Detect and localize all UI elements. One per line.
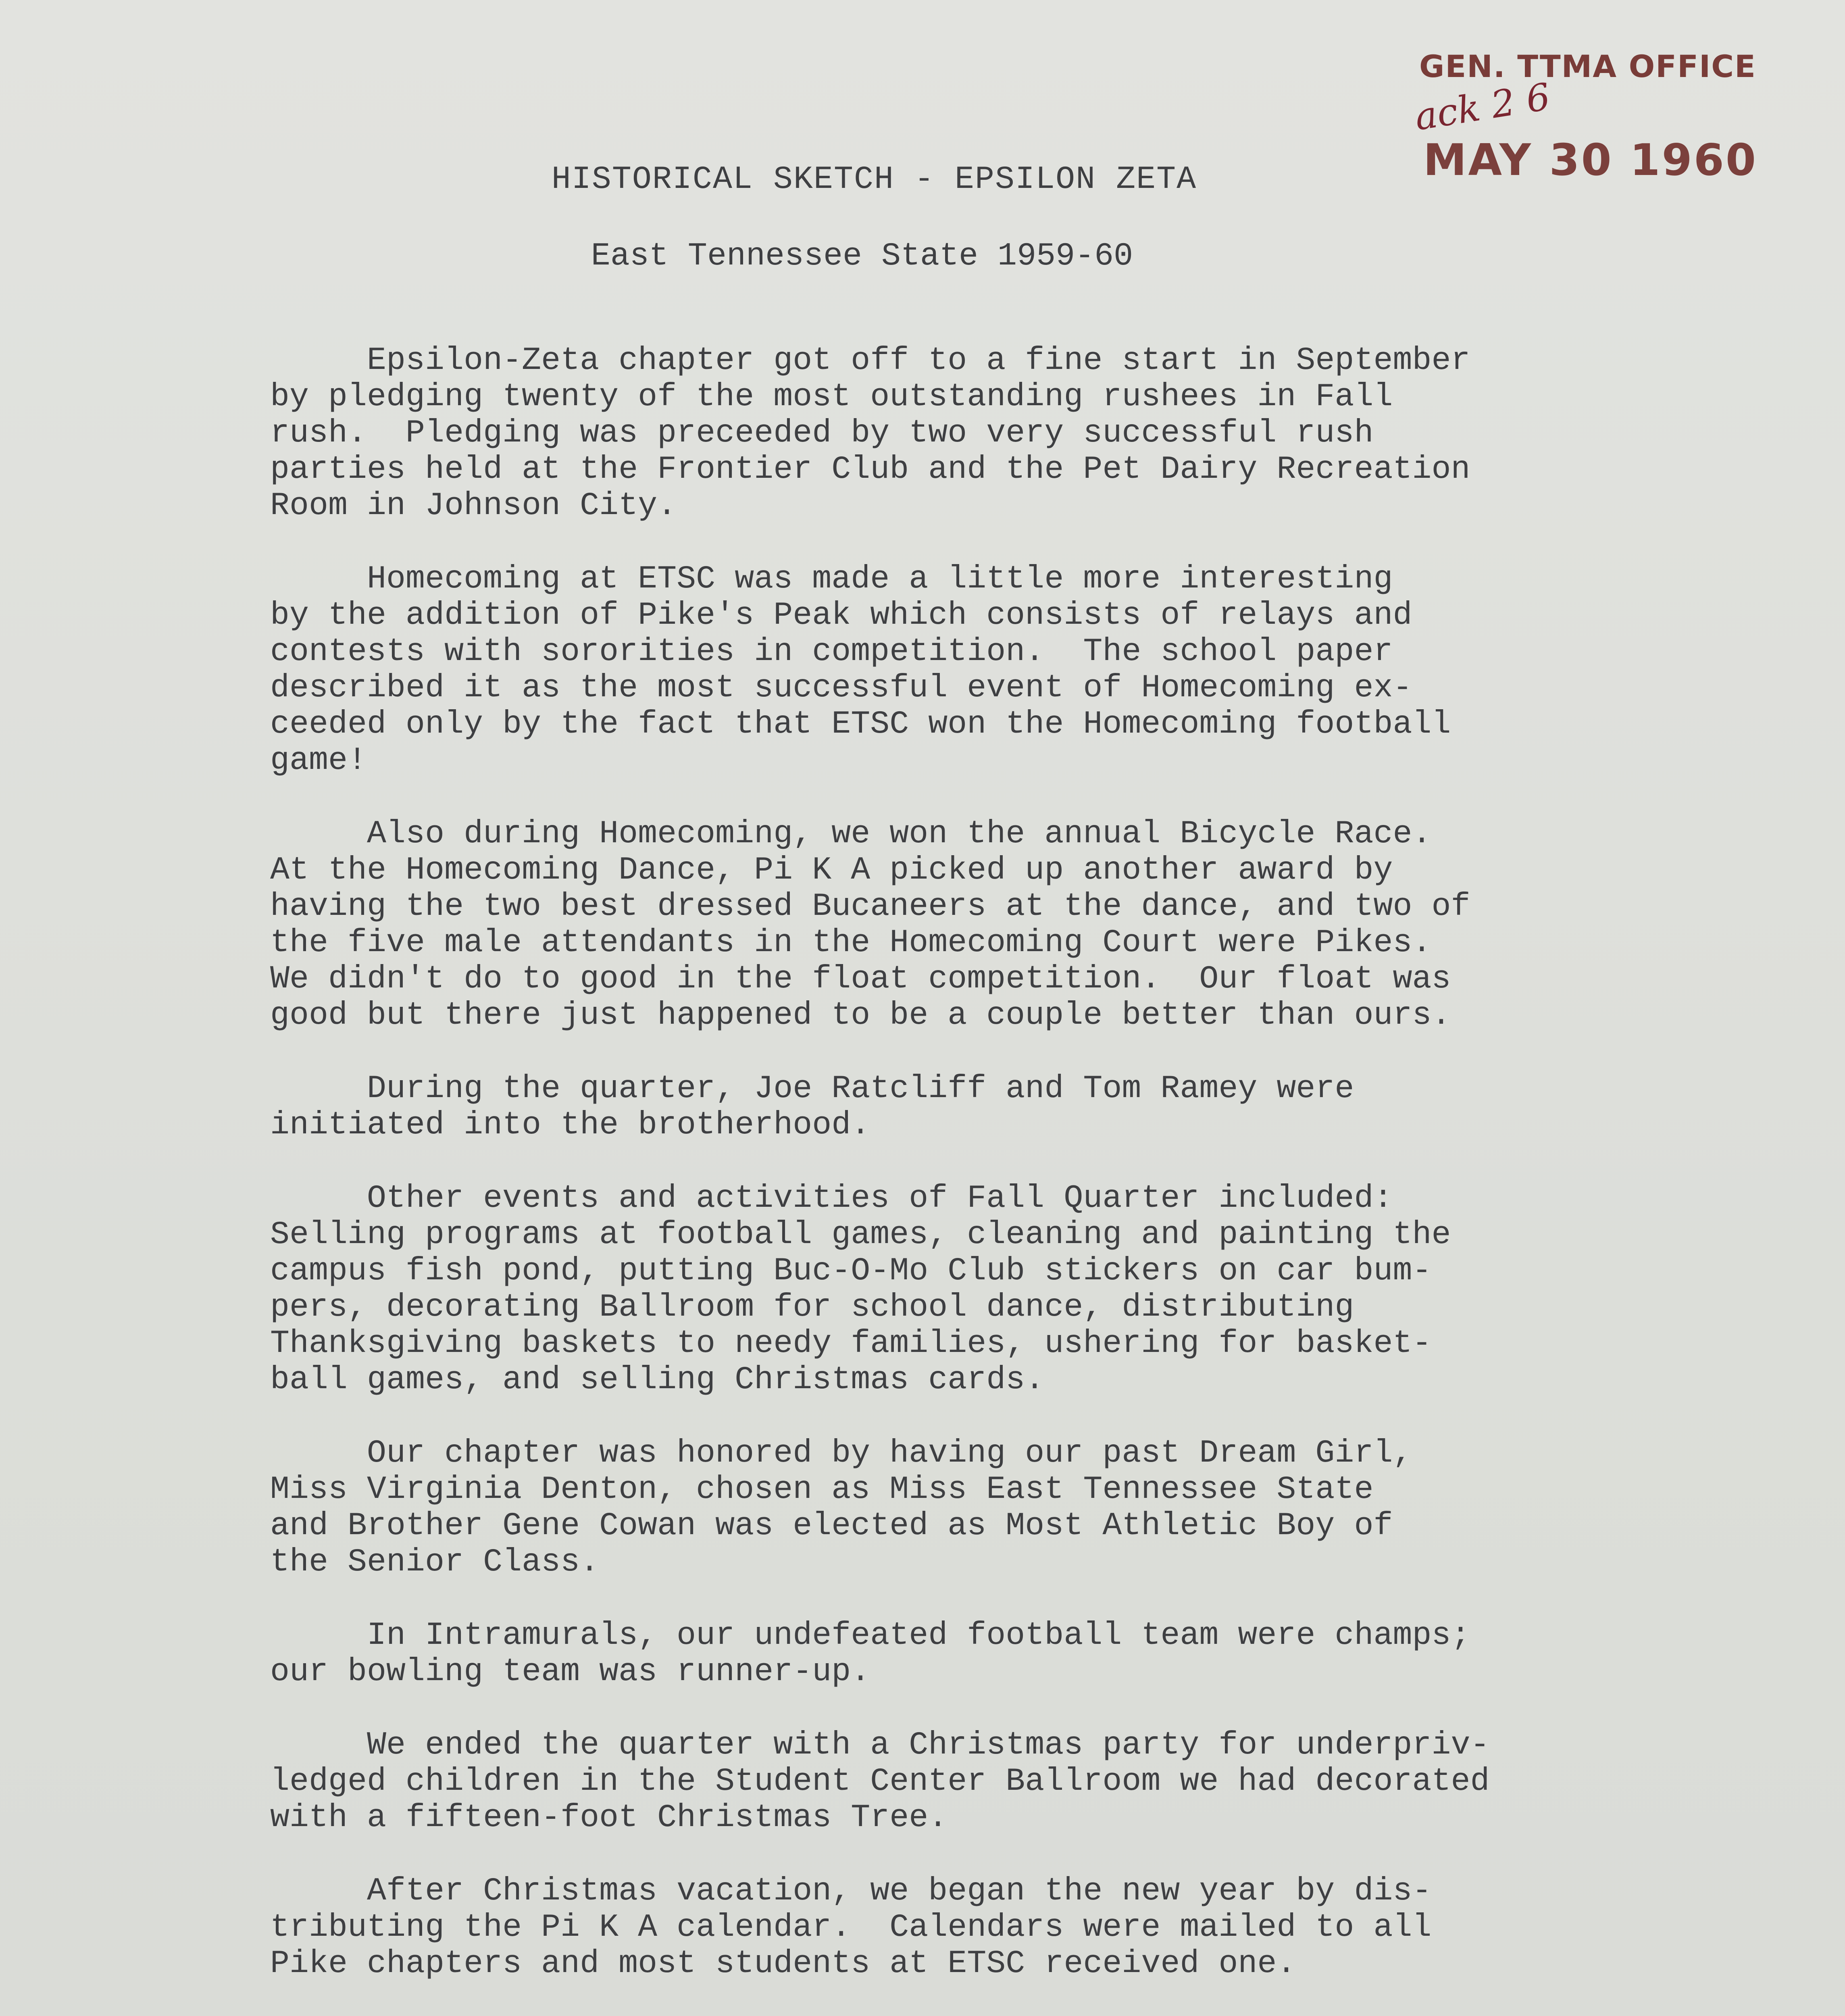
document-body	[270, 343, 1681, 2016]
paragraph-homecoming: Homecoming at ETSC was made a little more interesting by the addition of Pike's Peak which consists of relays and contests with sororities in competition. The school paper described it as the most successful event of Homecoming ex- ceeded only by the fact that ETSC won the Homecoming football game!	[270, 561, 1451, 779]
paragraph-fall-activities: Other events and activities of Fall Quarter included: Selling programs at football games, cleaning and painting the campus fish pond, putting Buc-O-Mo Club stickers on car bum- pers, decorating Ballroom for school dance, distributing Thanksgiving baskets to needy families, ushering for basket- ball games, and selling Christmas cards.	[270, 1180, 1451, 1398]
handwritten-note: ack 2 6	[1412, 75, 1553, 139]
paragraph-honors: Our chapter was honored by having our past Dream Girl, Miss Virginia Denton, chosen as Miss East Tennessee State and Brother Gene Cowan was elected as Most Athletic Boy of the Senior Class.	[270, 1435, 1412, 1581]
paragraph-initiation: During the quarter, Joe Ratcliff and Tom Ramey were initiated into the brotherhood.	[270, 1070, 1354, 1143]
stamp-date: MAY 30 1960	[1423, 135, 1758, 185]
paragraph-homecoming-dance: Also during Homecoming, we won the annual Bicycle Race. At the Homecoming Dance, Pi K A picked up another award by having the two best dressed Bucaneers at the dance, and two of the five male attendants in the Homecoming Court were Pikes. We didn't do to good in the float competition. Our float was good but there just happened to be a couple better than ours.	[270, 816, 1470, 1034]
paragraph-christmas-party: We ended the quarter with a Christmas party for underpriv- ledged children in the Student Center Ballroom we had decorated with a fifteen-foot Christmas Tree.	[270, 1727, 1490, 1836]
paragraph-rush: Epsilon-Zeta chapter got off to a fine start in September by pledging twenty of the most outstanding rushees in Fall rush. Pledging was preceeded by two very successful rush parties held at the Frontier Club and the Pet Dairy Recreation Room in Johnson City.	[270, 342, 1470, 524]
document-title: HISTORICAL SKETCH - EPSILON ZETA	[551, 161, 1197, 198]
stamp-office-text: GEN. TTMA OFFICE	[1419, 48, 1756, 84]
paragraph-calendar: After Christmas vacation, we began the new year by dis- tributing the Pi K A calendar. Calendars were mailed to all Pike chapters and most students at ETSC received one.	[270, 1873, 1432, 1982]
paragraph-intramurals: In Intramurals, our undefeated football team were champs; our bowling team was runner-up.	[270, 1617, 1470, 1690]
document-subtitle: East Tennessee State 1959-60	[591, 238, 1133, 275]
